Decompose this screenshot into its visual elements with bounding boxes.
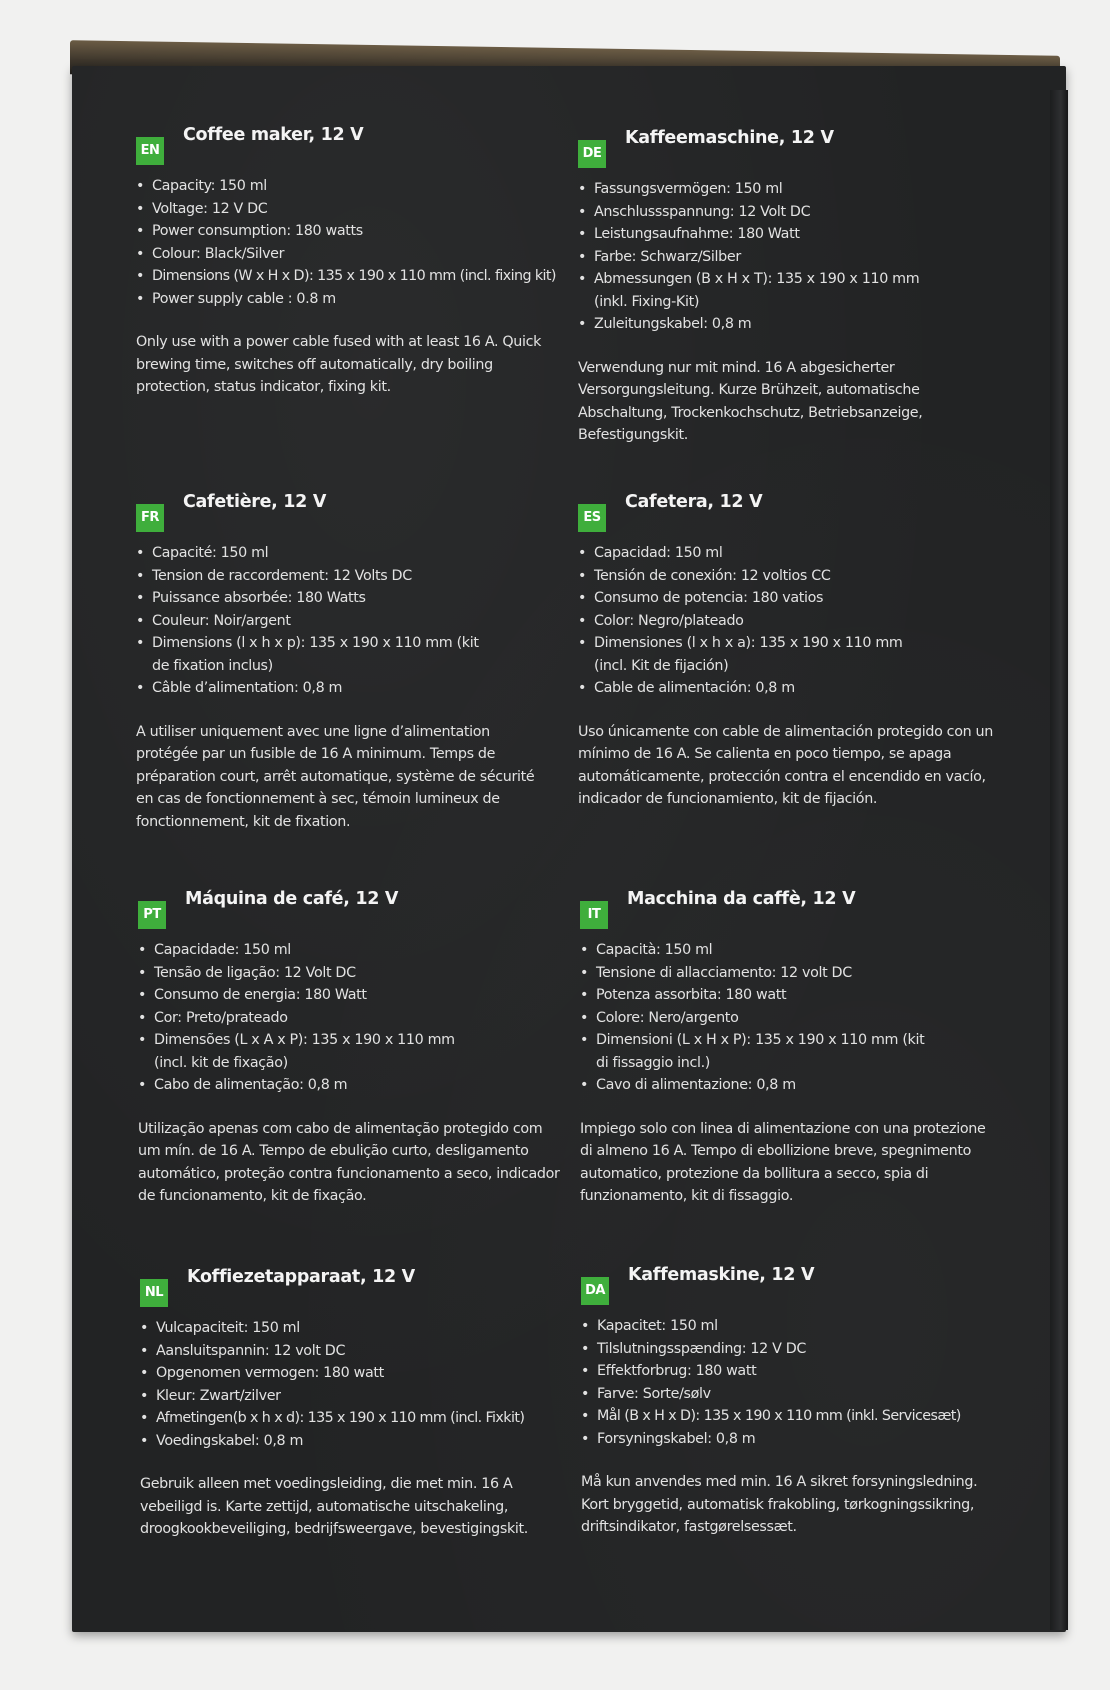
spec-item: • Tensão de ligação: 12 Volt DC bbox=[138, 962, 558, 985]
spec-item: • Capacité: 150 ml bbox=[136, 542, 556, 565]
section-nl bbox=[140, 1267, 560, 1541]
description: Utilização apenas com cabo de alimentação protegido com um mín. de 16 A. Tempo de ebulição curto, desligamento automático, proteção contra funcionamento a seco, indicador de funcionamento, kit de fixação. bbox=[138, 1120, 560, 1204]
language-badge: PT bbox=[138, 901, 166, 929]
spec-list bbox=[578, 542, 998, 700]
spec-item: • Color: Negro/plateado bbox=[578, 610, 998, 633]
section-de bbox=[578, 128, 998, 447]
description: Gebruik alleen met voedingsleiding, die met min. 16 A vebeiligd is. Karte zettijd, automatische uitschakeling, droogkookbeveiliging, bedrijfsweergave, bevestigingskit. bbox=[140, 1476, 529, 1537]
spec-list bbox=[136, 175, 556, 310]
spec-item: • Farbe: Schwarz/Silber bbox=[578, 246, 998, 269]
spec-item: • Zuleitungskabel: 0,8 m bbox=[578, 313, 998, 336]
description: Uso únicamente con cable de alimentación protegido con un mínimo de 16 A. Se calienta en poco tiempo, se apaga automáticamente, protección contra el encendido en vacío, indicador de funcionamiento, kit de fijación. bbox=[578, 723, 993, 807]
spec-list bbox=[138, 939, 558, 1097]
spec-item: • Fassungsvermögen: 150 ml bbox=[578, 178, 998, 201]
spec-item: • Tensión de conexión: 12 voltios CC bbox=[578, 565, 998, 588]
spec-item: • Power consumption: 180 watts bbox=[136, 220, 556, 243]
spec-item: • Cor: Preto/prateado bbox=[138, 1007, 558, 1030]
spec-item: • Cable de alimentación: 0,8 m bbox=[578, 677, 998, 700]
section-header bbox=[136, 492, 556, 536]
description: A utiliser uniquement avec une ligne d’alimentation protégée par un fusible de 16 A minimum. Temps de préparation court, arrêt automatique, système de sécurité en cas de fonctionnement à sec, témoin lumineux de fonctionnement, kit de fixation. bbox=[136, 723, 535, 830]
language-badge: DA bbox=[581, 1277, 609, 1305]
spec-item: • Consumo de energia: 180 Watt bbox=[138, 984, 558, 1007]
language-badge: DE bbox=[578, 140, 606, 168]
spec-item: • Tensione di allacciamento: 12 volt DC bbox=[580, 962, 1000, 985]
spec-item: • Anschlussspannung: 12 Volt DC bbox=[578, 201, 998, 224]
spec-item: • Capacità: 150 ml bbox=[580, 939, 1000, 962]
section-header bbox=[140, 1267, 560, 1311]
spec-item: • Cavo di alimentazione: 0,8 m bbox=[580, 1074, 1000, 1097]
section-it bbox=[580, 889, 1000, 1208]
section-header bbox=[581, 1265, 1001, 1309]
language-badge: IT bbox=[580, 901, 608, 929]
spec-item: • Voltage: 12 V DC bbox=[136, 198, 556, 221]
section-title: Coffee maker, 12 V bbox=[183, 125, 364, 145]
description: Må kun anvendes med min. 16 A sikret forsyningsledning. Kort bryggetid, automatisk frakobling, tørkogningssikring, driftsindikator, fastgørelsessæt. bbox=[581, 1474, 978, 1535]
spec-item: • Colore: Nero/argento bbox=[580, 1007, 1000, 1030]
language-badge: NL bbox=[140, 1279, 168, 1307]
language-badge: FR bbox=[136, 504, 164, 532]
spec-item: • Potenza assorbita: 180 watt bbox=[580, 984, 1000, 1007]
spec-item: • Dimensões (L x A x P): 135 x 190 x 110 mm (incl. kit de fixação) bbox=[138, 1029, 484, 1074]
spec-item: • Dimensions (l x h x p): 135 x 190 x 110 mm (kit de fixation inclus) bbox=[136, 632, 482, 677]
spec-item: • Tilslutningsspænding: 12 V DC bbox=[581, 1338, 1001, 1361]
spec-item: • Power supply cable : 0.8 m bbox=[136, 288, 556, 311]
spec-item: • Cabo de alimentação: 0,8 m bbox=[138, 1074, 558, 1097]
section-title: Cafetière, 12 V bbox=[183, 492, 327, 512]
spec-item: • Forsyningskabel: 0,8 m bbox=[581, 1428, 1001, 1451]
spec-item: • Mål (B x H x D): 135 x 190 x 110 mm (inkl. Servicesæt) bbox=[581, 1405, 1001, 1428]
spec-list bbox=[136, 542, 556, 700]
spec-item: • Afmetingen(b x h x d): 135 x 190 x 110 mm (incl. Fixkit) bbox=[140, 1407, 560, 1430]
section-pt bbox=[138, 889, 558, 1208]
spec-item: • Dimensioni (L x H x P): 135 x 190 x 110 mm (kit di fissaggio incl.) bbox=[580, 1029, 926, 1074]
section-header bbox=[138, 889, 558, 933]
spec-list bbox=[580, 939, 1000, 1097]
section-title: Macchina da caffè, 12 V bbox=[627, 889, 856, 909]
spec-item: • Voedingskabel: 0,8 m bbox=[140, 1430, 560, 1453]
spec-item: • Consumo de potencia: 180 vatios bbox=[578, 587, 998, 610]
section-title: Koffiezetapparaat, 12 V bbox=[187, 1267, 415, 1287]
spec-item: • Farve: Sorte/sølv bbox=[581, 1383, 1001, 1406]
spec-item: • Abmessungen (B x H x T): 135 x 190 x 110 mm (inkl. Fixing-Kit) bbox=[578, 268, 954, 313]
section-en bbox=[136, 125, 556, 399]
section-title: Máquina de café, 12 V bbox=[185, 889, 399, 909]
section-title: Kaffeemaschine, 12 V bbox=[625, 128, 834, 148]
spec-item: • Dimensiones (l x h x a): 135 x 190 x 110 mm (incl. Kit de fijación) bbox=[578, 632, 924, 677]
language-badge: ES bbox=[578, 504, 606, 532]
spec-item: • Capacidad: 150 ml bbox=[578, 542, 998, 565]
description: Verwendung nur mit mind. 16 A abgesicherter Versorgungsleitung. Kurze Brühzeit, automatische Abschaltung, Trockenkochschutz, Betriebsanzeige, Befestigungskit. bbox=[578, 359, 923, 443]
section-header bbox=[578, 128, 998, 172]
spec-list bbox=[578, 178, 998, 336]
spec-item: • Dimensions (W x H x D): 135 x 190 x 110 mm (incl. fixing kit) bbox=[136, 265, 556, 288]
description: Impiego solo con linea di alimentazione con una protezione di almeno 16 A. Tempo di ebollizione breve, spegnimento automatico, protezione da bollitura a secco, spia di funzionamento, kit di fissaggio. bbox=[580, 1120, 986, 1204]
spec-item: • Kapacitet: 150 ml bbox=[581, 1315, 1001, 1338]
spec-item: • Puissance absorbée: 180 Watts bbox=[136, 587, 556, 610]
spec-item: • Leistungsaufnahme: 180 Watt bbox=[578, 223, 998, 246]
spec-item: • Capacidade: 150 ml bbox=[138, 939, 558, 962]
spec-list bbox=[140, 1317, 560, 1452]
spec-item: • Capacity: 150 ml bbox=[136, 175, 556, 198]
box-right-edge bbox=[1050, 90, 1068, 1630]
spec-item: • Tension de raccordement: 12 Volts DC bbox=[136, 565, 556, 588]
section-header bbox=[136, 125, 556, 169]
spec-item: • Opgenomen vermogen: 180 watt bbox=[140, 1362, 560, 1385]
section-fr bbox=[136, 492, 556, 833]
spec-item: • Aansluitspannin: 12 volt DC bbox=[140, 1340, 560, 1363]
spec-item: • Vulcapaciteit: 150 ml bbox=[140, 1317, 560, 1340]
section-da bbox=[581, 1265, 1001, 1539]
spec-item: • Couleur: Noir/argent bbox=[136, 610, 556, 633]
section-header bbox=[578, 492, 998, 536]
spec-item: • Câble d’alimentation: 0,8 m bbox=[136, 677, 556, 700]
language-badge: EN bbox=[136, 137, 164, 165]
spec-item: • Effektforbrug: 180 watt bbox=[581, 1360, 1001, 1383]
spec-list bbox=[581, 1315, 1001, 1450]
section-title: Cafetera, 12 V bbox=[625, 492, 763, 512]
spec-item: • Kleur: Zwart/zilver bbox=[140, 1385, 560, 1408]
description: Only use with a power cable fused with at least 16 A. Quick brewing time, switches off automatically, dry boiling protection, status indicator, fixing kit. bbox=[136, 334, 542, 395]
spec-item: • Colour: Black/Silver bbox=[136, 243, 556, 266]
section-title: Kaffemaskine, 12 V bbox=[628, 1265, 815, 1285]
section-header bbox=[580, 889, 1000, 933]
section-es bbox=[578, 492, 998, 811]
